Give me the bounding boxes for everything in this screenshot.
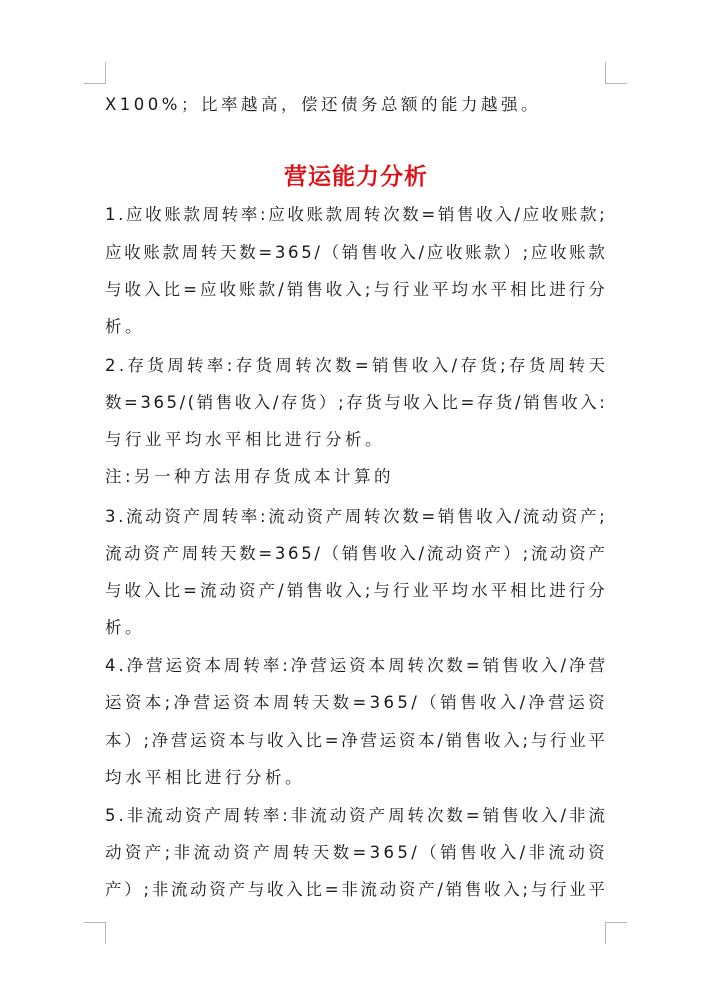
text-line: 5 . 非 流 动 资 产 周 转 率 : 非 流 动 资 产 周 转 次 数 = 销 售 收 入 / 非 流 [105,806,605,825]
margin-corner-mark-top-left [84,62,106,84]
text-line: 析。 [105,317,145,336]
text-line: 运 资 本 ; 净 营 运 资 本 周 转 天 数 = 3 6 5 / （ 销 售 收 入 / 净 营 运 资 [105,693,605,712]
text-line: 流 动 资 产 周 转 天 数 = 3 6 5 / （ 销 售 收 入 / 流 动 资 产 ） ; 流 动 资 产 [105,544,605,563]
text-line: 1 . 应 收 账 款 周 转 率 : 应 收 账 款 周 转 次 数 = 销 售 收 入 / 应 收 账 款 ; [105,205,605,224]
text-line: 3 . 流 动 资 产 周 转 率 : 流 动 资 产 周 转 次 数 = 销 售 收 入 / 流 动 资 产 ; [105,507,605,526]
text-line: 动 资 产 ; 非 流 动 资 产 周 转 天 数 = 3 6 5 / （ 销 售 收 入 / 非 流 动 资 [105,843,605,862]
text-line: 4 . 净 营 运 资 本 周 转 率 : 净 营 运 资 本 周 转 次 数 = 销 售 收 入 / 净 营 [105,656,605,675]
text-line: 本 ） ; 净 营 运 资 本 与 收 入 比 = 净 营 运 资 本 / 销 售 收 入 ; 与 行 业 平 [105,731,605,750]
text-line: 2 . 存 货 周 转 率 : 存 货 周 转 次 数 = 销 售 收 入 / 存 货 ; 存 货 周 转 天 [105,356,605,375]
text-line: 产 ） ; 非 流 动 资 产 与 收 入 比 = 非 流 动 资 产 / 销 售 收 入 ; 与 行 业 平 [105,880,605,899]
text-line: 注:另一种方法用存货成本计算的 [105,467,395,486]
text-line: 与 收 入 比 = 应 收 账 款 / 销 售 收 入 ; 与 行 业 平 均 水 平 相 比 进 行 分 [105,280,605,299]
text-line: 析。 [105,618,145,637]
text-line: 数 = 3 6 5 / ( 销 售 收 入 / 存 货 ） ; 存 货 与 收 入 比 = 存 货 / 销 售 收 入 : [105,393,605,412]
margin-corner-mark-top-right [605,62,627,84]
section-title: 营运能力分析 [284,164,428,190]
text-line: 应 收 账 款 周 转 天 数 = 3 6 5 / （ 销 售 收 入 / 应 收 账 款 ） ; 应 收 账 款 [105,243,605,262]
margin-corner-mark-bottom-left [84,922,106,944]
intro-line: X100%；比率越高，偿还债务总额的能力越强。 [105,95,541,114]
text-line: 与行业平均水平相比进行分析。 [105,430,385,449]
text-line: 与 收 入 比 = 流 动 资 产 / 销 售 收 入 ; 与 行 业 平 均 水 平 相 比 进 行 分 [105,581,605,600]
text-line: 均水平相比进行分析。 [105,768,305,787]
margin-corner-mark-bottom-right [605,922,627,944]
